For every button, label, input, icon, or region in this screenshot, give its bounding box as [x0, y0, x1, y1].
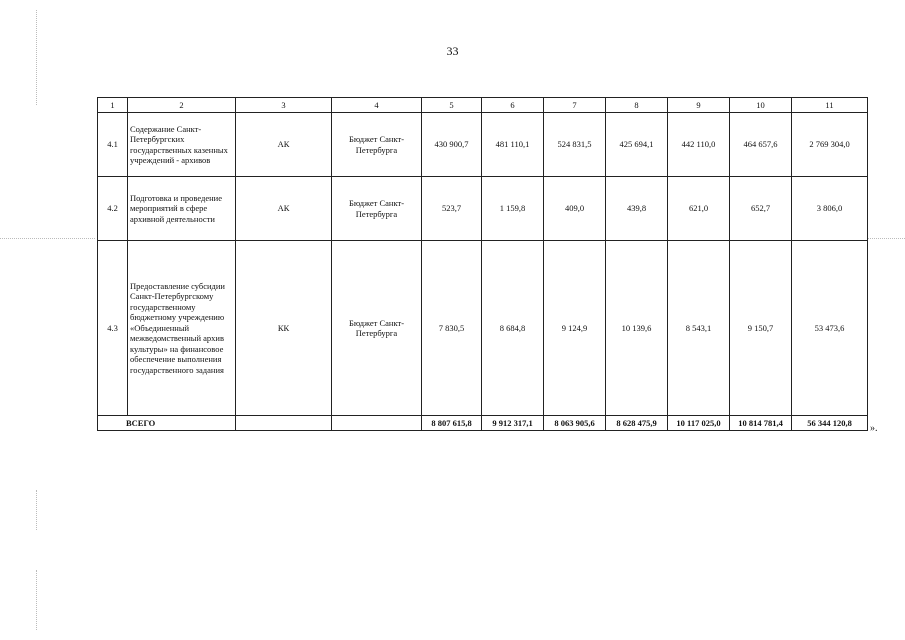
- header-cell: 5: [422, 98, 482, 113]
- total-value: 10 117 025,0: [668, 416, 730, 431]
- value-cell: 464 657,6: [730, 113, 792, 177]
- total-value: 56 344 120,8: [792, 416, 868, 431]
- header-cell: 9: [668, 98, 730, 113]
- value-cell: 481 110,1: [482, 113, 544, 177]
- value-cell: 3 806,0: [792, 177, 868, 241]
- fold-line-left: [0, 238, 95, 239]
- total-value: 8 628 475,9: [606, 416, 668, 431]
- closing-quote-mark: ».: [870, 423, 878, 434]
- activity-name: Подготовка и проведение мероприятий в сфере архивной деятельности: [128, 177, 236, 241]
- value-cell: 9 124,9: [544, 241, 606, 416]
- total-label: ВСЕГО: [98, 416, 236, 431]
- table-row: [98, 177, 868, 241]
- total-value: 10 814 781,4: [730, 416, 792, 431]
- value-cell: 524 831,5: [544, 113, 606, 177]
- value-cell: 2 769 304,0: [792, 113, 868, 177]
- value-cell: 9 150,7: [730, 241, 792, 416]
- value-cell: 10 139,6: [606, 241, 668, 416]
- executor-cell: АК: [236, 177, 332, 241]
- value-cell: 442 110,0: [668, 113, 730, 177]
- header-cell: 8: [606, 98, 668, 113]
- value-cell: 523,7: [422, 177, 482, 241]
- total-row: [98, 416, 868, 431]
- funding-source-cell: Бюджет Санкт-Петербурга: [332, 113, 422, 177]
- value-cell: 439,8: [606, 177, 668, 241]
- total-value: 8 063 905,6: [544, 416, 606, 431]
- value-cell: 1 159,8: [482, 177, 544, 241]
- header-cell: 11: [792, 98, 868, 113]
- value-cell: 53 473,6: [792, 241, 868, 416]
- value-cell: 652,7: [730, 177, 792, 241]
- funding-source-cell: Бюджет Санкт-Петербурга: [332, 177, 422, 241]
- header-row: [98, 98, 868, 113]
- value-cell: 621,0: [668, 177, 730, 241]
- fold-line-right: [868, 238, 905, 239]
- table-row: [98, 241, 868, 416]
- budget-table: [97, 97, 868, 431]
- margin-dots-bottom: [36, 570, 37, 630]
- table-row: [98, 113, 868, 177]
- header-cell: 1: [98, 98, 128, 113]
- value-cell: 8 543,1: [668, 241, 730, 416]
- header-cell: 3: [236, 98, 332, 113]
- funding-source-cell: Бюджет Санкт-Петербурга: [332, 241, 422, 416]
- value-cell: 409,0: [544, 177, 606, 241]
- header-cell: 7: [544, 98, 606, 113]
- header-cell: 6: [482, 98, 544, 113]
- value-cell: 8 684,8: [482, 241, 544, 416]
- header-cell: 4: [332, 98, 422, 113]
- total-value: 9 912 317,1: [482, 416, 544, 431]
- executor-cell: АК: [236, 113, 332, 177]
- activity-name: Содержание Санкт-Петербургских государственных казенных учреждений - архивов: [128, 113, 236, 177]
- activity-name: Предоставление субсидии Санкт-Петербургскому государственному бюджетному учреждению «Объединенный межведомственный архив культуры» на финансовое обеспечение выполнения государственного задания: [128, 241, 236, 416]
- header-cell: 10: [730, 98, 792, 113]
- header-cell: 2: [128, 98, 236, 113]
- page-number: 33: [446, 44, 459, 58]
- value-cell: 430 900,7: [422, 113, 482, 177]
- row-number: 4.1: [98, 113, 128, 177]
- total-value: 8 807 615,8: [422, 416, 482, 431]
- empty-cell: [236, 416, 332, 431]
- margin-dots-mid: [36, 490, 37, 530]
- empty-cell: [332, 416, 422, 431]
- value-cell: 425 694,1: [606, 113, 668, 177]
- executor-cell: КК: [236, 241, 332, 416]
- row-number: 4.3: [98, 241, 128, 416]
- row-number: 4.2: [98, 177, 128, 241]
- value-cell: 7 830,5: [422, 241, 482, 416]
